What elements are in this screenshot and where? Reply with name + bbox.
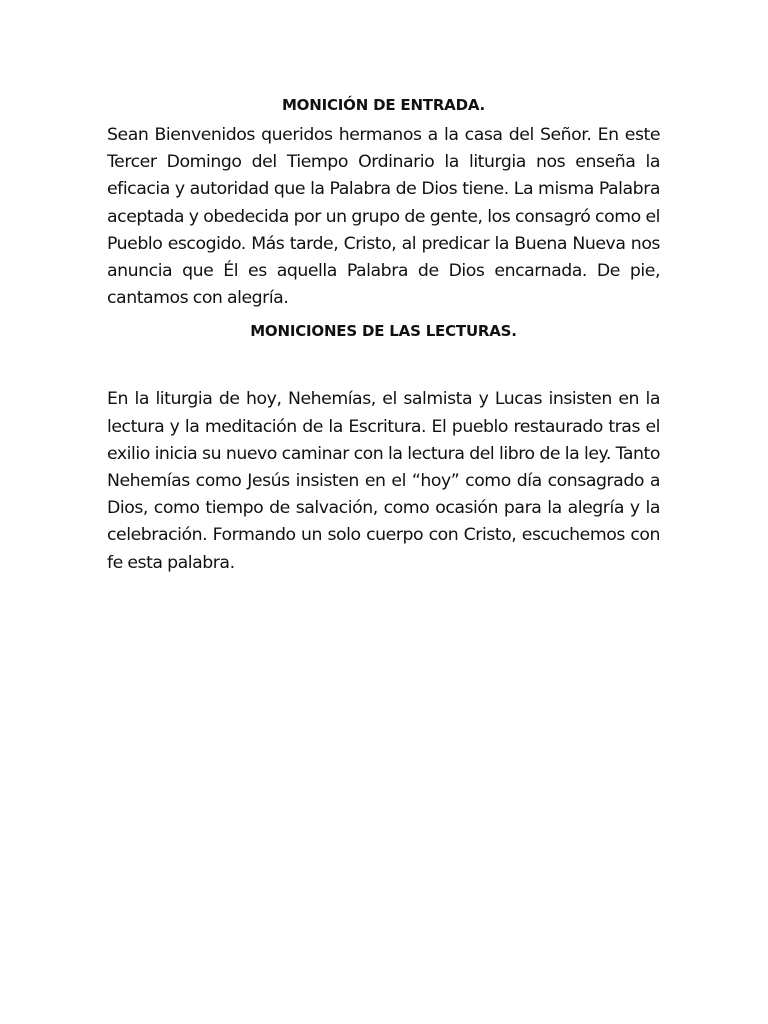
heading-moniciones-lecturas: MONICIONES DE LAS LECTURAS. xyxy=(250,322,517,341)
section-moniciones-lecturas xyxy=(107,318,660,576)
document-page xyxy=(107,92,660,577)
section-monicion-entrada xyxy=(107,92,660,312)
heading-monicion-entrada: MONICIÓN DE ENTRADA. xyxy=(281,96,486,114)
blank-line xyxy=(107,344,660,386)
paragraph-moniciones-lecturas: En la liturgia de hoy, Nehemías, el salmista y Lucas insisten en la lectura y la meditación de la Escritura. El pueblo restaurado tras el exilio inicia su nuevo caminar con la lectura del libro de la ley. Tanto Nehemías como Jesús insisten en el “hoy” como día consagrado a Dios, como tiempo de salvación, como ocasión para la alegría y la celebración. Formando un solo cuerpo con Cristo, escuchemos con fe esta palabra. xyxy=(107,389,660,573)
paragraph-monicion-entrada: Sean Bienvenidos queridos hermanos a la casa del Señor. En este Tercer Domingo del Tiempo Ordinario la liturgia nos enseña la eficacia y autoridad que la Palabra de Dios tiene. La misma Palabra aceptada y obedecida por un grupo de gente, los consagró como el Pueblo escogido. Más tarde, Cristo, al predicar la Buena Nueva nos anuncia que Él es aquella Palabra de Dios encarnada. De pie, cantamos con alegría. xyxy=(107,125,660,309)
